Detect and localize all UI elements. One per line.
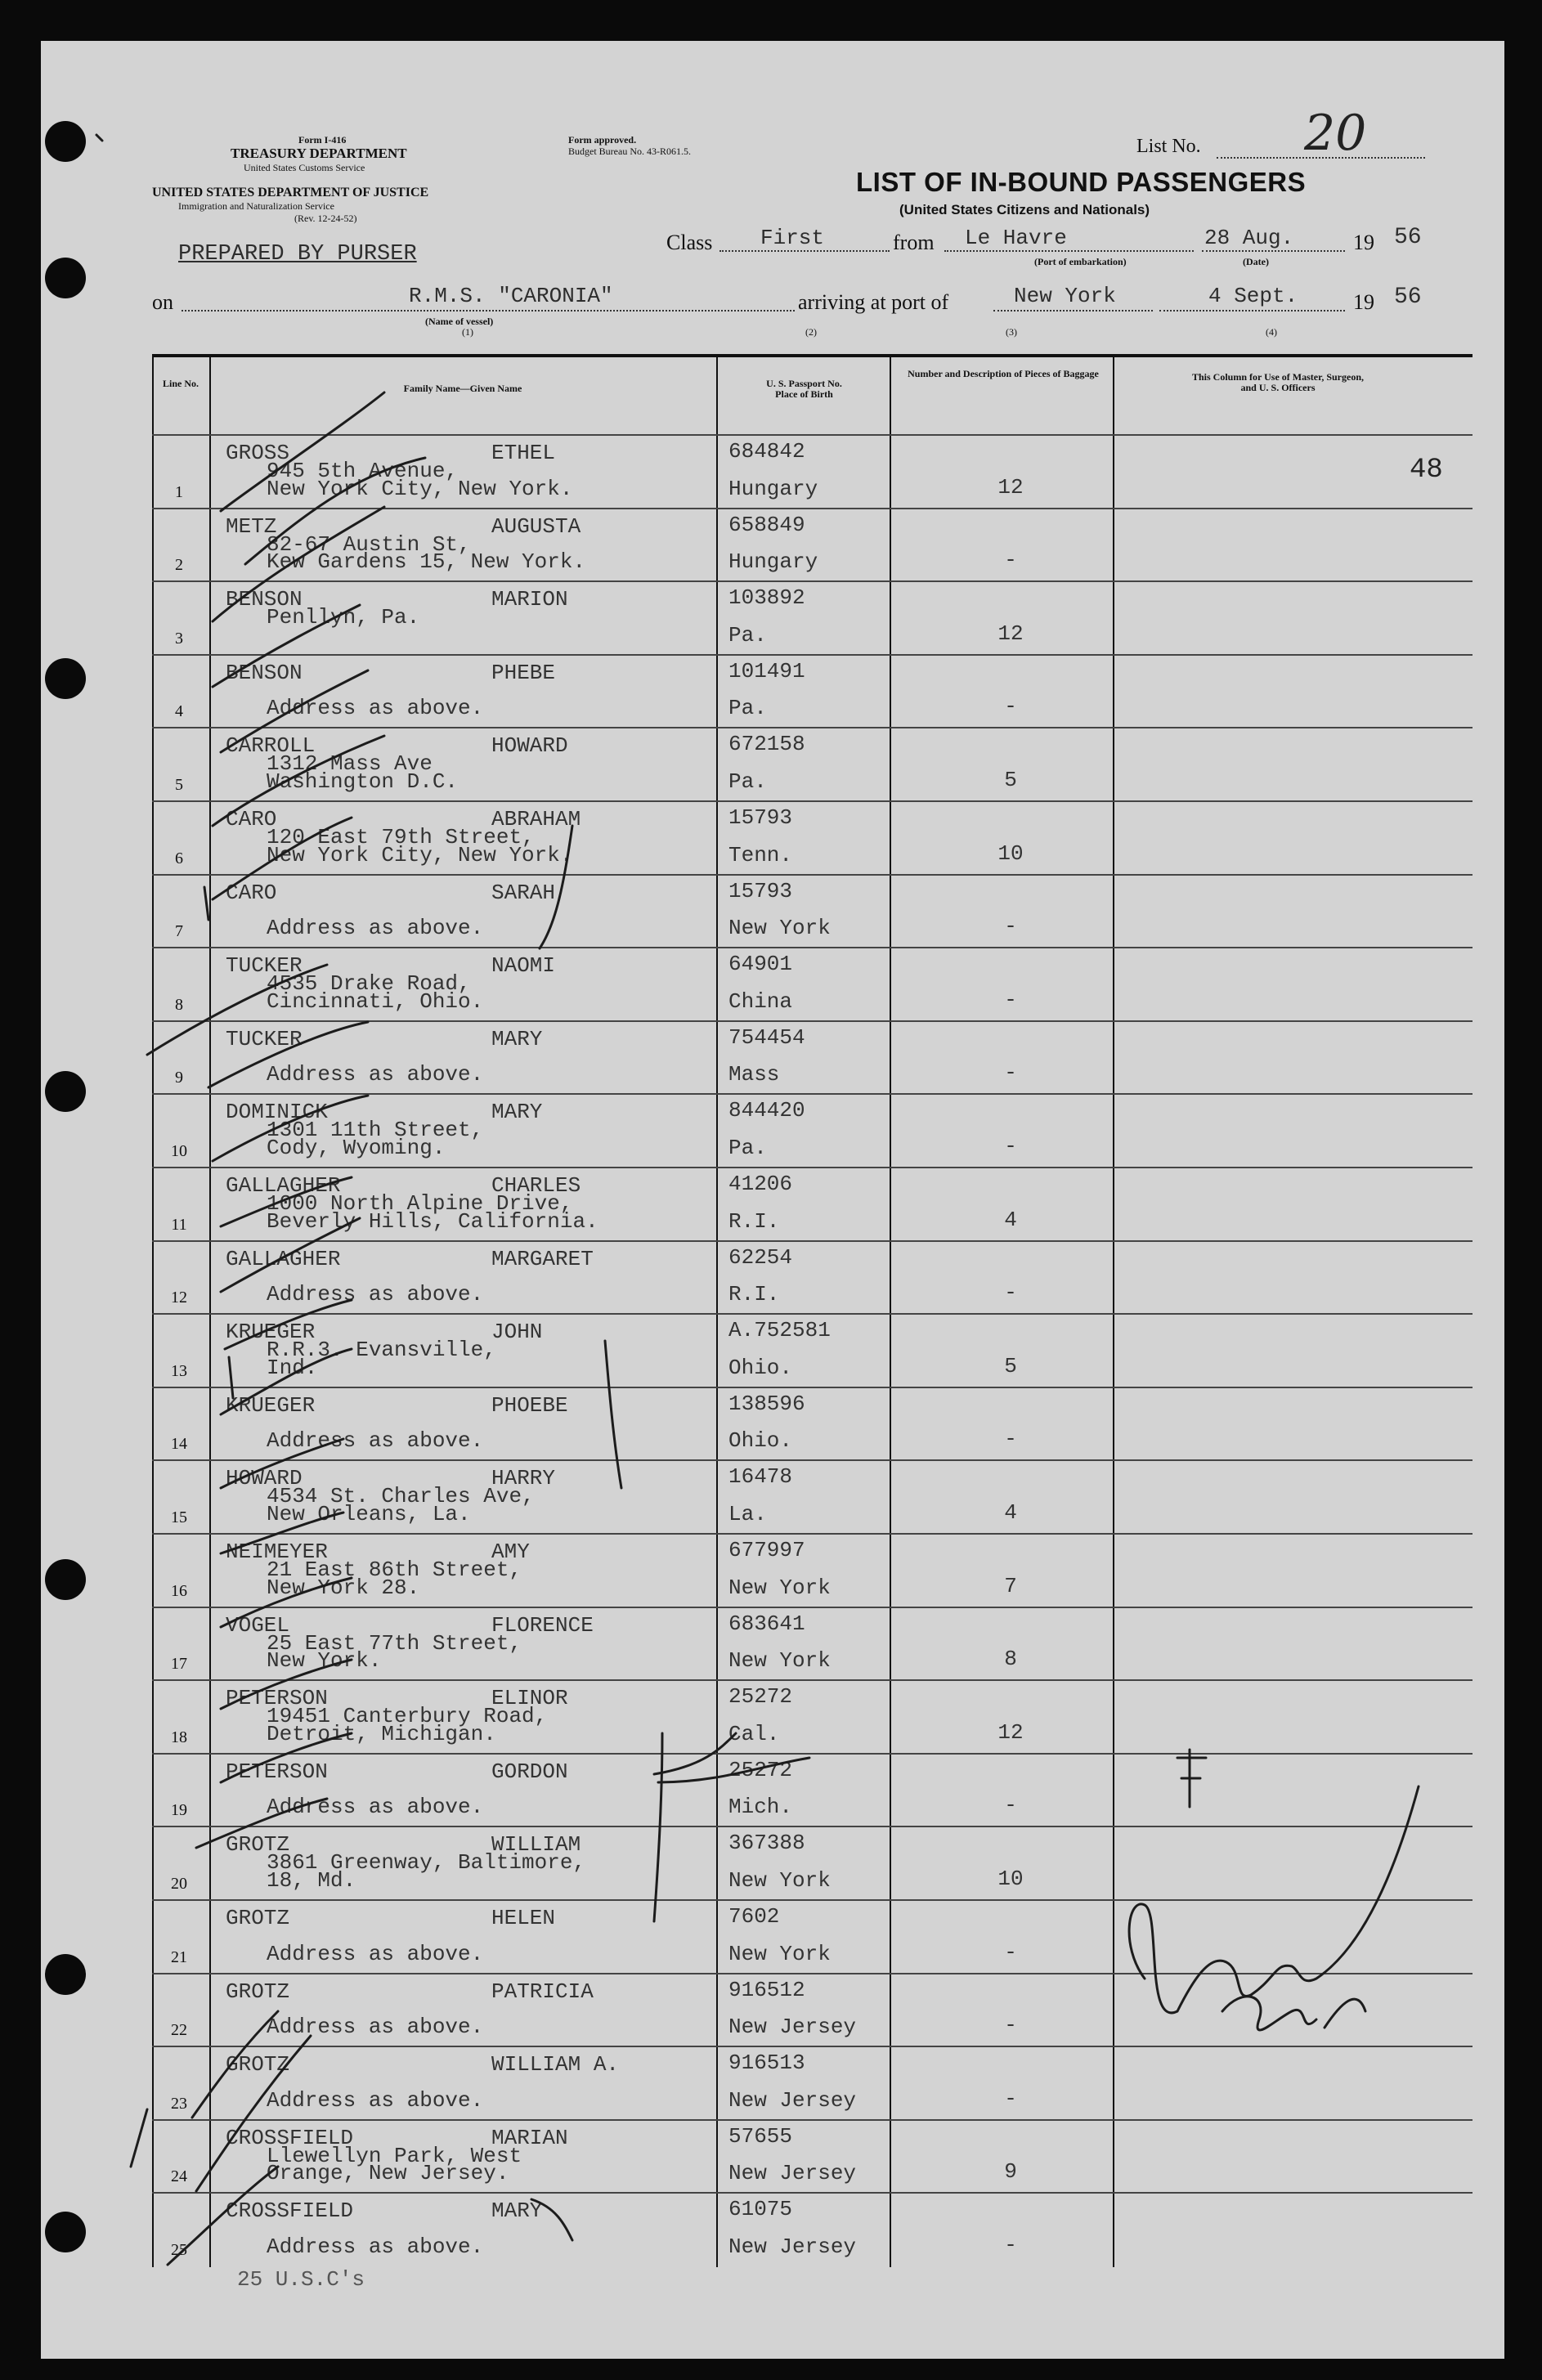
baggage-count: - (1004, 987, 1017, 1012)
address-line-2: New York City, New York. (267, 842, 573, 867)
line-number: 20 (171, 1874, 187, 1893)
form-approved: Form approved. (568, 134, 637, 146)
treasury-dept: TREASURY DEPARTMENT (231, 146, 407, 161)
place-of-birth: New Jersey (728, 2015, 857, 2040)
address-line-1: 25 East 77th Street, (267, 1630, 522, 1656)
given-name: WILLIAM (491, 1832, 581, 1858)
baggage-count: - (1004, 1427, 1017, 1452)
family-name: BENSON (226, 660, 303, 685)
given-name: HOWARD (491, 733, 568, 759)
family-name: KRUEGER (226, 1392, 316, 1418)
given-name: HARRY (491, 1466, 556, 1491)
baggage-count: 12 (997, 1719, 1024, 1745)
family-name: CARO (226, 880, 277, 905)
family-name: GALLAGHER (226, 1173, 341, 1198)
line-number: 16 (171, 1581, 187, 1600)
baggage-count: - (1004, 1133, 1017, 1159)
col-header-line: Line No. (162, 378, 199, 389)
arriving-label: arriving at port of (798, 290, 949, 314)
passport-number: A.752581 (728, 1318, 831, 1343)
departure-year: 56 (1394, 225, 1422, 250)
line-number: 5 (175, 775, 183, 794)
place-of-birth: New Jersey (728, 2234, 857, 2259)
caption-2: (2) (805, 326, 817, 338)
address-line-2: New York City, New York. (267, 476, 573, 501)
given-name: MARION (491, 587, 568, 612)
baggage-count: 7 (1004, 1573, 1017, 1598)
address-line-2: Beverly Hills, California. (267, 1208, 598, 1234)
col-header-name: Family Name—Given Name (403, 383, 522, 394)
list-no-value: 20 (1304, 105, 1367, 162)
given-name: PHEBE (491, 660, 556, 685)
address-line-1: 21 East 86th Street, (267, 1558, 522, 1582)
revision: (Rev. 12-24-52) (294, 213, 357, 224)
line-number: 11 (171, 1215, 187, 1234)
given-name: MARY (491, 1026, 543, 1051)
line-number: 2 (175, 556, 183, 575)
place-of-birth: Cal. (728, 1721, 780, 1746)
line-number: 4 (175, 702, 183, 721)
given-name: ETHEL (491, 441, 556, 465)
passport-number: 658849 (728, 512, 805, 537)
line-number: 3 (175, 629, 183, 648)
place-of-birth: New Jersey (728, 2161, 857, 2186)
passport-number: 16478 (728, 1464, 793, 1490)
address-line-2: New York 28. (267, 1575, 420, 1600)
given-name: PHOEBE (491, 1392, 568, 1418)
year-prefix: 19 (1353, 290, 1374, 314)
footer-note: 25 U.S.C's (237, 2267, 365, 2292)
passport-number: 101491 (728, 658, 805, 684)
passport-number: 7602 (728, 1904, 780, 1929)
budget-bureau: Budget Bureau No. 43-R061.5. (568, 146, 691, 157)
address-line-2: Washington D.C. (267, 769, 459, 794)
line-number: 7 (175, 922, 183, 941)
line-number: 10 (171, 1141, 187, 1160)
line-number: 12 (171, 1289, 187, 1307)
line-number: 19 (171, 1801, 187, 1820)
address-line-2: Address as above. (267, 1941, 484, 1966)
baggage-count: - (1004, 1939, 1017, 1965)
baggage-count: - (1004, 2232, 1017, 2257)
date-caption: (Date) (1243, 256, 1269, 267)
passport-number: 25272 (728, 1684, 793, 1710)
address-line-2: Address as above. (267, 2087, 484, 2113)
address-line-2: Orange, New Jersey. (267, 2161, 509, 2186)
line-number: 15 (171, 1508, 187, 1526)
family-name: NEIMEYER (226, 1540, 328, 1564)
line-number: 9 (175, 1069, 183, 1087)
place-of-birth: Tenn. (728, 842, 793, 867)
place-of-birth: Ohio. (728, 1428, 793, 1454)
address-line-1: 19451 Canterbury Road, (267, 1704, 548, 1729)
address-line-2: Detroit, Michigan. (267, 1721, 496, 1746)
line-number: 1 (175, 482, 183, 501)
class-value: First (760, 226, 825, 250)
caption-3: (3) (1006, 326, 1017, 338)
family-name: HOWARD (226, 1466, 303, 1491)
baggage-count: 10 (997, 1866, 1024, 1891)
family-name: BENSON (226, 587, 303, 612)
place-of-birth: Pa. (728, 1135, 767, 1160)
line-number: 8 (175, 995, 183, 1014)
address-line-1: Llewellyn Park, West (267, 2143, 522, 2168)
baggage-count: - (1004, 548, 1017, 573)
passport-number: 916513 (728, 2051, 805, 2076)
address-line-1: 120 East 79th Street, (267, 825, 535, 849)
place-of-birth: New York (728, 1575, 831, 1600)
address-line-2: Address as above. (267, 2234, 484, 2259)
address-line-2: Address as above. (267, 1062, 484, 1087)
family-name: METZ (226, 513, 277, 539)
given-name: JOHN (491, 1320, 543, 1345)
vessel-caption: (Name of vessel) (425, 316, 494, 327)
address-line-2: New Orleans, La. (267, 1501, 471, 1526)
passport-number: 15793 (728, 805, 793, 830)
passport-number: 677997 (728, 1538, 805, 1562)
passport-number: 61075 (728, 2197, 793, 2222)
passport-number: 754454 (728, 1024, 805, 1050)
prepared-by-stamp: PREPARED BY PURSER (178, 242, 417, 267)
address-line-2: Address as above. (267, 916, 484, 941)
given-name: PATRICIA (491, 1979, 594, 2004)
passport-number: 683641 (728, 1611, 805, 1636)
line-number: 14 (171, 1435, 187, 1454)
place-of-birth: New York (728, 916, 831, 941)
given-name: AMY (491, 1540, 530, 1564)
col-header-officers: This Column for Use of Master, Surgeon, and U. S. Officers (1191, 371, 1364, 393)
col-header-baggage: Number and Description of Pieces of Baggage (908, 368, 1099, 379)
given-name: NAOMI (491, 953, 556, 979)
baggage-count: 8 (1004, 1647, 1017, 1672)
baggage-count: 4 (1004, 1499, 1017, 1525)
family-name: VOGEL (226, 1612, 290, 1638)
address-line-2: Kew Gardens 15, New York. (267, 549, 586, 575)
baggage-count: 4 (1004, 1207, 1017, 1232)
address-line-1: 4534 St. Charles Ave, (267, 1484, 535, 1509)
family-name: GROSS (226, 441, 290, 465)
address-line-2: Cody, Wyoming. (267, 1135, 446, 1160)
place-of-birth: Mich. (728, 1795, 793, 1820)
address-line-2: Cincinnati, Ohio. (267, 988, 484, 1014)
address-line-1: 3861 Greenway, Baltimore, (267, 1850, 586, 1876)
vessel-name: R.M.S. "CARONIA" (409, 284, 613, 308)
place-of-birth: New York (728, 1648, 831, 1674)
place-of-birth: Mass (728, 1062, 780, 1087)
passport-number: 684842 (728, 439, 805, 464)
given-name: FLORENCE (491, 1612, 594, 1638)
port-embarkation-caption: (Port of embarkation) (1034, 256, 1127, 267)
address-line-2: Address as above. (267, 2015, 484, 2040)
address-line-2: Address as above. (267, 1282, 484, 1307)
baggage-count: - (1004, 2086, 1017, 2111)
caption-1: (1) (462, 326, 473, 338)
caption-4: (4) (1266, 326, 1277, 338)
passport-number: 916512 (728, 1977, 805, 2002)
place-of-birth: Pa. (728, 769, 767, 794)
place-of-birth: La. (728, 1501, 767, 1526)
given-name: AUGUSTA (491, 513, 581, 539)
family-name: CARO (226, 807, 277, 831)
form-number: Form I-416 (298, 134, 347, 146)
passport-number: 41206 (728, 1172, 793, 1196)
place-of-birth: Ohio. (728, 1355, 793, 1380)
given-name: CHARLES (491, 1173, 581, 1198)
departure-date: 28 Aug. (1204, 226, 1294, 250)
address-line-2: Address as above. (267, 1795, 484, 1820)
page-subtitle: (United States Citizens and Nationals) (899, 202, 1150, 217)
line-number: 25 (171, 2240, 187, 2259)
passport-number: 672158 (728, 732, 805, 757)
passport-number: 62254 (728, 1244, 793, 1270)
justice-dept: UNITED STATES DEPARTMENT OF JUSTICE (152, 186, 429, 199)
line-number: 21 (171, 1947, 187, 1966)
year-prefix: 19 (1353, 231, 1374, 254)
family-name: GROTZ (226, 1832, 290, 1858)
family-name: PETERSON (226, 1759, 328, 1784)
passport-number: 103892 (728, 585, 805, 611)
ins-service: Immigration and Naturalization Service (178, 200, 334, 212)
given-name: MARIAN (491, 2125, 568, 2150)
address-line-1: 1301 11th Street, (267, 1118, 484, 1143)
given-name: GORDON (491, 1759, 568, 1784)
passport-number: 138596 (728, 1391, 805, 1416)
place-of-birth: New York (728, 1941, 831, 1966)
passport-number: 15793 (728, 878, 793, 903)
family-name: TUCKER (226, 1026, 303, 1051)
given-name: MARY (491, 1100, 543, 1125)
address-line-1: Penllyn, Pa. (267, 605, 420, 630)
baggage-count: - (1004, 1793, 1017, 1818)
given-name: MARGARET (491, 1246, 594, 1271)
given-name: ELINOR (491, 1686, 568, 1711)
list-no-label: List No. (1136, 136, 1201, 157)
place-of-birth: Hungary (728, 549, 818, 575)
passport-number: 64901 (728, 952, 793, 977)
family-name: GROTZ (226, 1906, 290, 1930)
address-line-2: New York. (267, 1648, 382, 1674)
from-label: from (893, 231, 935, 254)
baggage-count: - (1004, 2013, 1017, 2038)
page-title: LIST OF IN-BOUND PASSENGERS (856, 167, 1307, 197)
line-number: 17 (171, 1655, 187, 1674)
arrival-date: 4 Sept. (1208, 284, 1298, 308)
family-name: CROSSFIELD (226, 2125, 354, 2150)
baggage-count: - (1004, 694, 1017, 719)
place-of-birth: New York (728, 1867, 831, 1893)
place-of-birth: Hungary (728, 476, 818, 501)
passport-number: 367388 (728, 1831, 805, 1856)
line-number: 18 (171, 1728, 187, 1746)
baggage-count: - (1004, 1280, 1017, 1306)
baggage-count: 5 (1004, 1353, 1017, 1378)
address-line-1: 1312 Mass Ave (267, 751, 433, 777)
place-of-birth: New Jersey (728, 2087, 857, 2113)
address-line-2: 18, Md. (267, 1867, 356, 1893)
address-line-1: 1000 North Alpine Drive, (267, 1191, 573, 1216)
passport-number: 25272 (728, 1757, 793, 1782)
family-name: CROSSFIELD (226, 2198, 354, 2224)
address-line-1: 4535 Drake Road, (267, 971, 471, 997)
baggage-count: 12 (997, 474, 1024, 500)
col-header-passport: U. S. Passport No. Place of Birth (766, 378, 842, 400)
address-line-1: 945 5th Avenue, (267, 459, 459, 483)
arrival-year: 56 (1394, 285, 1422, 310)
address-line-2: Ind. (267, 1355, 318, 1380)
customs-service: United States Customs Service (244, 162, 365, 173)
family-name: KRUEGER (226, 1320, 316, 1345)
line-number: 22 (171, 2021, 187, 2040)
place-of-birth: Pa. (728, 622, 767, 648)
place-of-birth: R.I. (728, 1208, 780, 1234)
from-port-value: Le Havre (965, 226, 1067, 250)
baggage-count: - (1004, 1060, 1017, 1086)
family-name: GALLAGHER (226, 1246, 341, 1271)
passport-number: 844420 (728, 1098, 805, 1123)
given-name: WILLIAM A. (491, 2052, 620, 2077)
line-number: 13 (171, 1361, 187, 1380)
family-name: GROTZ (226, 1979, 290, 2004)
on-label: on (152, 290, 173, 314)
given-name: SARAH (491, 880, 556, 905)
family-name: TUCKER (226, 953, 303, 979)
given-name: ABRAHAM (491, 807, 581, 831)
address-line-1: R.R.3. Evansville, (267, 1338, 496, 1363)
line-number: 6 (175, 849, 183, 867)
page-mark: 48 (1410, 455, 1443, 486)
place-of-birth: Pa. (728, 696, 767, 721)
baggage-count: 5 (1004, 767, 1017, 792)
address-line-2: Address as above. (267, 1428, 484, 1454)
address-line-2: Address as above. (267, 696, 484, 721)
line-number: 24 (171, 2167, 187, 2186)
given-name: MARY (491, 2198, 543, 2224)
baggage-count: 9 (1004, 2159, 1017, 2185)
baggage-count: 10 (997, 840, 1024, 866)
place-of-birth: China (728, 988, 793, 1014)
family-name: DOMINICK (226, 1100, 328, 1125)
address-line-1: 82-67 Austin St, (267, 531, 471, 557)
family-name: GROTZ (226, 2052, 290, 2077)
baggage-count: - (1004, 914, 1017, 939)
family-name: PETERSON (226, 1686, 328, 1711)
place-of-birth: R.I. (728, 1282, 780, 1307)
line-number: 23 (171, 2094, 187, 2113)
family-name: CARROLL (226, 733, 316, 759)
class-label: Class (666, 231, 713, 254)
given-name: HELEN (491, 1906, 556, 1930)
baggage-count: 12 (997, 621, 1024, 646)
passport-number: 57655 (728, 2123, 793, 2149)
arrival-port: New York (1014, 284, 1116, 308)
